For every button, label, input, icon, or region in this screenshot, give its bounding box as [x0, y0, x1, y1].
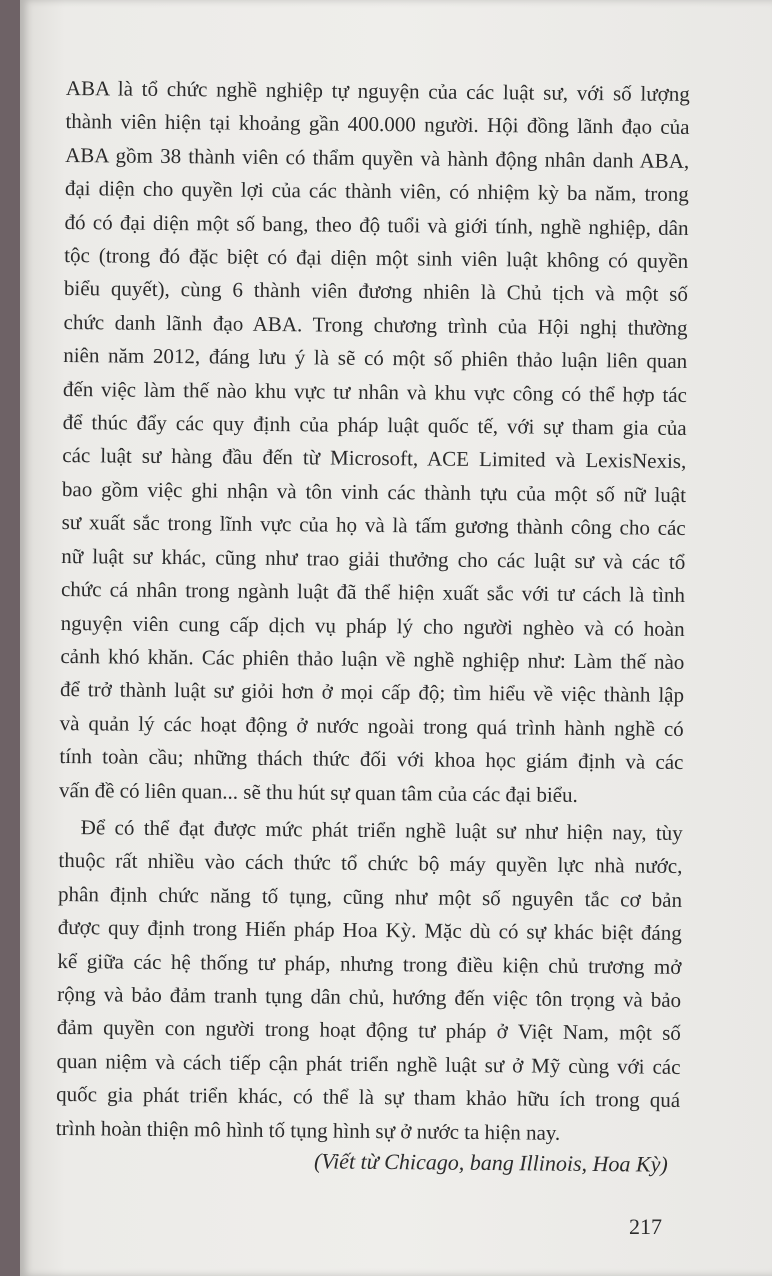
text-line: nữ luật sư khác, cũng như trao giải thưởng cho các luật sư và các tổ — [61, 543, 686, 574]
paragraph-1 — [59, 72, 690, 813]
text-line: Để có thể đạt được mức phát triển nghề luật sư như hiện nay, tùy — [80, 815, 683, 845]
text-line: chức danh lãnh đạo ABA. Trong chương trình của Hội nghị thường — [63, 309, 688, 340]
text-line: biểu quyết), cùng 6 thành viên đương nhiên là Chủ tịch và một số — [63, 276, 689, 307]
paragraph-2 — [56, 811, 683, 1151]
text-line: phân định chức năng tố tụng, cũng như một số nguyên tắc cơ bản — [57, 881, 683, 912]
text-line: sư xuất sắc trong lĩnh vực của họ và là tấm gương thành công cho các — [61, 510, 686, 541]
text-line: thành viên hiện tại khoảng gần 400.000 người. Hội đồng lãnh đạo của — [65, 109, 690, 140]
text-line: tộc (trong đó đặc biệt có đại diện một sinh viên luật không có quyền — [64, 243, 689, 274]
text-line: trình hoàn thiện mô hình tố tụng hình sự ở nước ta hiện nay. — [55, 1115, 561, 1145]
text-line: ABA là tổ chức nghề nghiệp tự nguyện của các luật sư, với số lượng — [65, 75, 690, 106]
body-text — [56, 72, 690, 1151]
text-line: thuộc rất nhiều vào cách thức tổ chức bộ máy quyền lực nhà nước, — [58, 848, 683, 879]
text-line: quốc gia phát triển khác, có thể là sự tham khảo hữu ích trong quá — [56, 1082, 681, 1113]
text-line: đến việc làm thế nào khu vực tư nhân và khu vực công có thể hợp tác — [62, 376, 688, 407]
text-line: bao gồm việc ghi nhận và tôn vinh các thành tựu của một số nữ luật — [61, 476, 687, 507]
text-line: và quản lý các hoạt động ở nước ngoài trong quá trình hành nghề có — [59, 710, 684, 741]
text-line: ABA gồm 38 thành viên có thẩm quyền và hành động nhân danh ABA, — [65, 142, 690, 173]
text-line: vấn đề có liên quan... sẽ thu hút sự quan tâm của các đại biểu. — [58, 777, 578, 807]
text-line: nguyện viên cung cấp dịch vụ pháp lý cho người nghèo và có hoàn — [60, 610, 685, 641]
text-line: cảnh khó khăn. Các phiên thảo luận về nghề nghiệp như: Làm thế nào — [60, 643, 685, 674]
signature-line: (Viết từ Chicago, bang Illinois, Hoa Kỳ) — [314, 1148, 669, 1177]
text-line: quan niệm và cách tiếp cận phát triển nghề luật sư ở Mỹ cùng với các — [56, 1048, 681, 1079]
text-line: để thúc đẩy các quy định của pháp luật quốc tế, với sự tham gia của — [62, 410, 687, 441]
text-line: chức cá nhân trong ngành luật đã thể hiện xuất sắc với tư cách là tình — [60, 577, 686, 608]
book-page — [20, 0, 772, 1276]
text-line: được quy định trong Hiến pháp Hoa Kỳ. Mặc dù có sự khác biệt đáng — [57, 915, 682, 946]
text-line: đại diện cho quyền lợi của các thành viên, có nhiệm kỳ ba năm, trong — [64, 176, 689, 207]
text-line: rộng và bảo đảm tranh tụng dân chủ, hướng đến việc tôn trọng và bảo — [57, 981, 682, 1012]
text-line: niên năm 2012, đáng lưu ý là sẽ có một số phiên thảo luận liên quan — [63, 343, 688, 374]
text-line: tính toàn cầu; những thách thức đối với khoa học giám định và các — [59, 744, 684, 775]
page-number: 217 — [629, 1214, 662, 1239]
text-line: đó có đại diện một số bang, theo độ tuổi và giới tính, nghề nghiệp, dân — [64, 209, 689, 240]
text-line: kể giữa các hệ thống tư pháp, nhưng trong điều kiện chủ trương mở — [57, 948, 682, 979]
text-line: đảm quyền con người trong hoạt động tư pháp ở Việt Nam, một số — [56, 1015, 681, 1046]
text-line: các luật sư hàng đầu đến từ Microsoft, ACE Limited và LexisNexis, — [62, 443, 687, 474]
text-line: để trở thành luật sư giỏi hơn ở mọi cấp độ; tìm hiểu về việc thành lập — [59, 677, 685, 708]
